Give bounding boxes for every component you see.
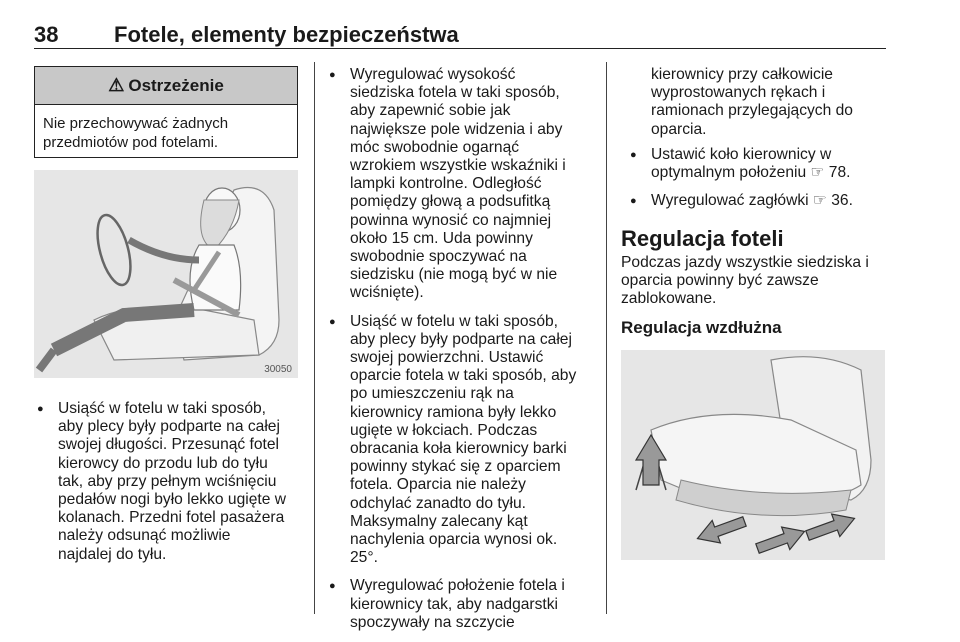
list-item [326, 313, 598, 568]
list-item [326, 66, 598, 303]
text-line: pedałów nogi było lekko ugięte w [58, 491, 286, 509]
text-line: kierownicy ramiona były lekko [350, 403, 557, 421]
text-line: ● Usiąść w fotelu w taki sposób, [350, 312, 559, 330]
text-line: ramionach przylegających do [651, 102, 853, 120]
text-line: kolanach. Przedni fotel pasażera [58, 509, 285, 527]
seated-driver-illustration [34, 170, 298, 378]
warning-triangle-icon: ⚠ [108, 75, 125, 95]
figure-number: 30050 [264, 364, 292, 375]
text-line: oparcia powinny być zawsze [621, 272, 819, 290]
text-line: kierownicy przy całkowicie [651, 66, 833, 83]
column3-bullet-list [627, 146, 887, 221]
warning-line: Nie przechowywać żadnych [43, 115, 229, 132]
column3-continuation [651, 66, 853, 139]
text-line: największe pole widzenia i aby [350, 120, 563, 138]
text-line: siedziska fotela w taki sposób, [350, 84, 560, 102]
figure-seated-driver [34, 170, 298, 378]
text-line: powinny stykać się z oparciem [350, 458, 561, 476]
list-item [34, 400, 304, 564]
column-divider-1 [314, 62, 315, 614]
text-line: móc swobodnie ogarnąć [350, 138, 520, 156]
column1-bullet-list [34, 400, 304, 574]
text-line: należy odsunąć możliwie [58, 527, 231, 545]
warning-text [35, 105, 297, 161]
text-line: swobodnie spoczywać na [350, 248, 527, 266]
text-line: aby plecy były podparte na całej [58, 418, 280, 436]
list-item [627, 146, 887, 182]
section-title: Regulacja foteli [621, 226, 784, 251]
text-line: odchylać zanadto do tyłu. [350, 494, 526, 512]
text-line: ugięte w łokciach. Podczas [350, 421, 538, 439]
warning-box [34, 66, 298, 158]
list-item [326, 577, 598, 632]
column-divider-2 [606, 62, 607, 614]
text-line: oparcie fotela w taki sposób, aby [350, 367, 577, 385]
text-line: wciśnięte). [350, 284, 424, 302]
text-line: optymalnym położeniu ☞ 78. [651, 164, 851, 182]
text-line: Podczas jazdy wszystkie siedziska i [621, 254, 869, 271]
text-line: ● Wyregulować wysokość [350, 66, 516, 83]
text-line: ● Wyregulować położenie fotela i [350, 577, 565, 595]
text-line: około 15 cm. Uda powinny [350, 229, 533, 247]
page-header [34, 22, 886, 50]
text-line: kierowcy do przodu lub do tyłu [58, 454, 268, 472]
subsection-title: Regulacja wzdłużna [621, 318, 782, 337]
text-line: swojej długości. Przesunąć fotel [58, 436, 280, 454]
text-line: lampki kontrolne. Odległość [350, 175, 542, 193]
text-line: po umieszczeniu rąk na [350, 385, 514, 403]
text-line: swojej powierzchni. Ustawić [350, 349, 544, 367]
text-line: nachylenia oparcia wynosi ok. [350, 531, 558, 549]
text-line: Maksymalny zalecany kąt [350, 512, 528, 530]
text-line: aby plecy były podparte na całej [350, 330, 572, 348]
warning-title: Ostrzeżenie [128, 75, 224, 95]
figure-seat-adjustment [621, 350, 885, 560]
text-line: powinna wynosić co najmniej [350, 211, 552, 229]
text-line: pomiędzy głową a podsufitką [350, 193, 551, 211]
text-line: obracania koła kierownicy barki [350, 440, 567, 458]
seat-adjustment-illustration [621, 350, 885, 560]
text-line: ● Wyregulować zagłówki ☞ 36. [651, 192, 853, 210]
text-line: wyprostowanych rękach i [651, 84, 826, 102]
list-item [627, 192, 887, 210]
warning-header [35, 67, 297, 105]
text-line: oparcia. [651, 120, 707, 138]
text-line: siedzisku (nie mogą być w nie [350, 266, 558, 284]
page-number: 38 [34, 22, 59, 47]
text-line: ● Usiąść w fotelu w taki sposób, [58, 400, 267, 417]
text-line: aby zapewnić sobie jak [350, 102, 511, 120]
column2-bullet-list [326, 66, 598, 642]
section-paragraph [621, 254, 869, 309]
warning-line: przedmiotów pod fotelami. [43, 134, 219, 151]
text-line: zablokowane. [621, 290, 717, 308]
text-line: wzrokiem wszystkie wskaźniki i [350, 157, 566, 175]
text-line: ● Ustawić koło kierownicy w [651, 146, 832, 163]
text-line: tak, aby przy pełnym wciśnięciu [58, 472, 277, 490]
text-line: fotela. Oparcia nie należy [350, 476, 526, 494]
text-line: najdalej do tyłu. [58, 545, 167, 563]
chapter-title: Fotele, elementy bezpieczeństwa [114, 22, 459, 47]
header-rule [34, 48, 886, 49]
text-line: 25°. [350, 549, 378, 567]
text-line: spoczywały na szczycie [350, 613, 515, 631]
text-line: kierownicy tak, aby nadgarstki [350, 595, 559, 613]
